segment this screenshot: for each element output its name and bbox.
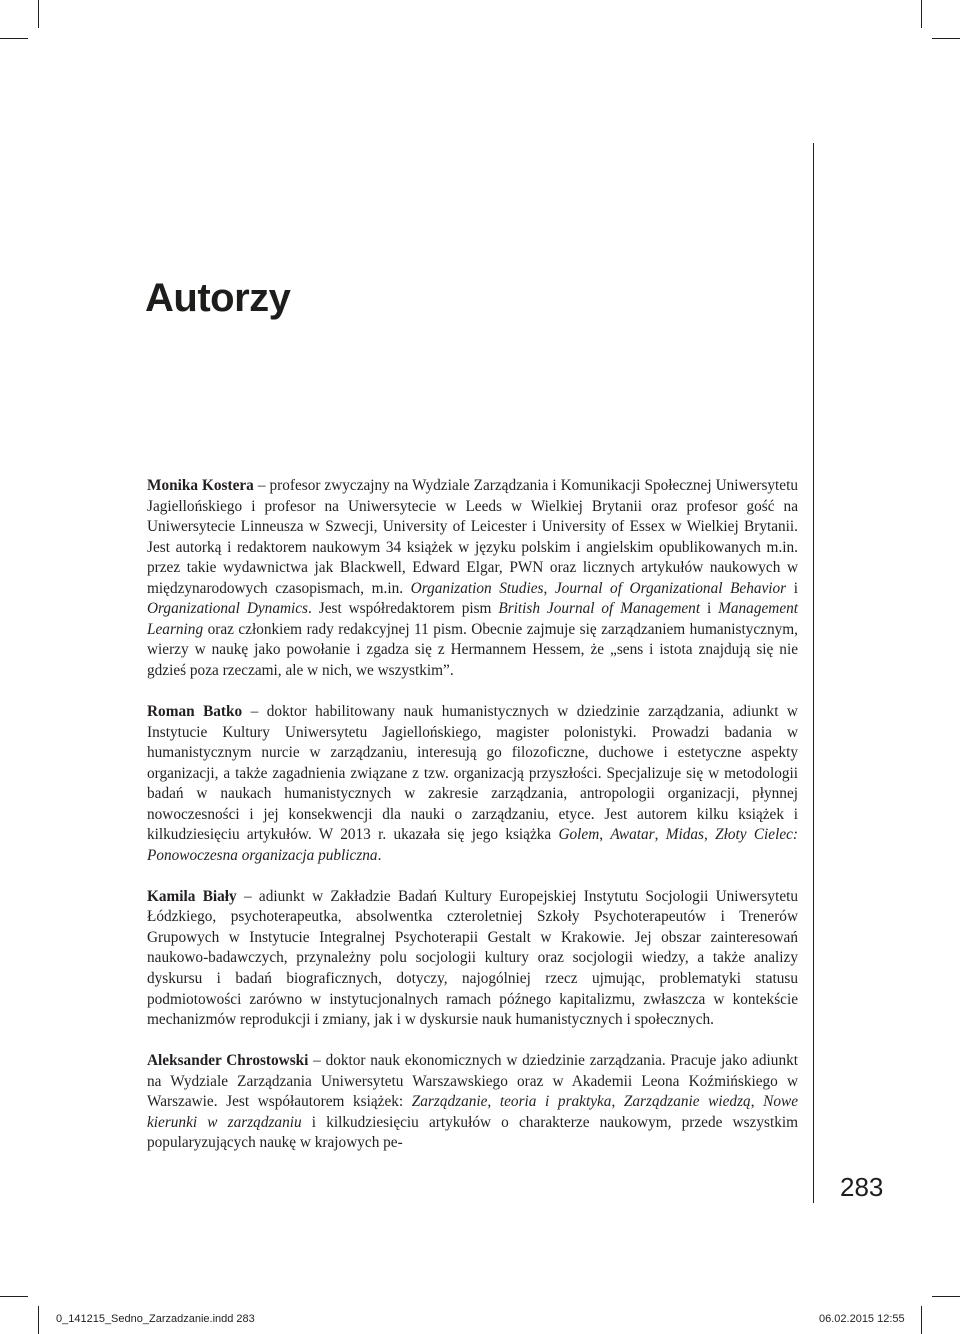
crop-mark-left-bottom	[0, 1296, 28, 1297]
slug-file-info: 0_141215_Sedno_Zarzadzanie.indd 283	[56, 1313, 255, 1325]
crop-mark-right-bottom	[932, 1296, 960, 1297]
author-name: Monika Kostera	[147, 477, 254, 494]
author-name: Kamila Biały	[147, 887, 237, 905]
crop-mark-left-top	[0, 38, 28, 39]
author-name: Roman Batko	[147, 702, 243, 720]
crop-mark-bottom-right	[921, 1306, 922, 1334]
authors-list	[147, 476, 798, 1174]
page-title: Autorzy	[145, 276, 291, 320]
crop-mark-bottom-left	[38, 1306, 39, 1334]
author-name: Aleksander Chrostowski	[147, 1052, 309, 1070]
slug-date-info: 06.02.2015 12:55	[819, 1313, 905, 1325]
crop-mark-top-right	[921, 0, 922, 28]
page-number: 283	[840, 1172, 884, 1202]
margin-rule	[813, 143, 814, 1203]
author-entry-kostera: Monika Kostera – profesor zwyczajny na Wydziale Zarządzania i Komunikacji Społecznej Uniwersytetu Jagiellońskiego i profesor na Uniwersytecie w Leeds w Wielkiej Brytanii oraz profesor gość na Uniwersytecie Linneusza w Szwecji, University of Leicester i University of Essex w Wielkiej Brytanii. Jest autorką i redaktorem naukowym 34 książek w języku polskim i angielskim opublikowanych m.in. przez takie wydawnictwa jak Blackwell, Edward Elgar, PWN oraz licznych artykułów naukowych w międzynarodowych czasopismach, m.in. Organization Studies, Journal of Organizational Behavior i Organizational Dynamics. Jest współredaktorem pism British Journal of Management i Management Learning oraz członkiem rady redakcyjnej 11 pism. Obecnie zajmuje się zarządzaniem humanistycznym, wierzy w naukę jako powołanie i zgadza się z Hermannem Hessem, że „sens i istota znajdują się nie gdzieś poza rzeczami, ale w nich, we wszystkim”.	[147, 477, 799, 679]
author-entry-chrostowski: Aleksander Chrostowski – doktor nauk ekonomicznych w dziedzinie zarządzania. Pracuje jako adiunkt na Wydziale Zarządzania Uniwersytetu Warszawskiego oraz w Akademii Leona Koźmińskiego w Warszawie. Jest współautorem książek: Zarządzanie, teoria i praktyka, Zarządzanie wiedzą, Nowe kierunki w zarządzaniu i kilkudziesięciu artykułów o charakterze naukowym, przede wszystkim popularyzujących naukę w krajowych pe-	[147, 1052, 799, 1152]
crop-mark-right-top	[932, 38, 960, 39]
author-entry-bialy: Kamila Biały – adiunkt w Zakładzie Badań Kultury Europejskiej Instytutu Socjologii Uniwersytetu Łódzkiego, psychoterapeutka, absolwentka czteroletniej Szkoły Psychoterapeutów i Trenerów Grupowych w Instytucie Integralnej Psychoterapii Gestalt w Krakowie. Jej obszar zainteresowań naukowo-badawczych, przynależny polu socjologii kultury oraz socjologii wiedzy, a także analizy dyskursu i badań biograficznych, dotyczy, najogólniej rzecz ujmując, problematyki statusu podmiotowości zarówno w instytucjonalnych ramach późnego kapitalizmu, zwłaszcza w kontekście mechanizmów reprodukcji i zmiany, jak i w dyskursie nauk humanistycznych i społecznych.	[147, 887, 799, 1029]
author-entry-batko: Roman Batko – doktor habilitowany nauk humanistycznych w dziedzinie zarządzania, adiunkt w Instytucie Kultury Uniwersytetu Jagiellońskiego, magister polonistyki. Prowadzi badania w humanistycznym nurcie w zarządzaniu, interesują go filozoficzne, duchowe i estetyczne aspekty organizacji, a także zagadnienia związane z tzw. organizacją przyszłości. Specjalizuje się w metodologii badań w naukach humanistycznych w zakresie zarządzania, antropologii organizacji, płynnej nowoczesności i jej konsekwencji dla nauki o zarządzaniu, etyce. Jest autorem kilku książek i kilkudziesięciu artykułów. W 2013 r. ukazała się jego książka Golem, Awatar, Midas, Złoty Cielec: Ponowoczesna organizacja publiczna.	[147, 702, 799, 864]
crop-mark-top-left	[38, 0, 39, 28]
